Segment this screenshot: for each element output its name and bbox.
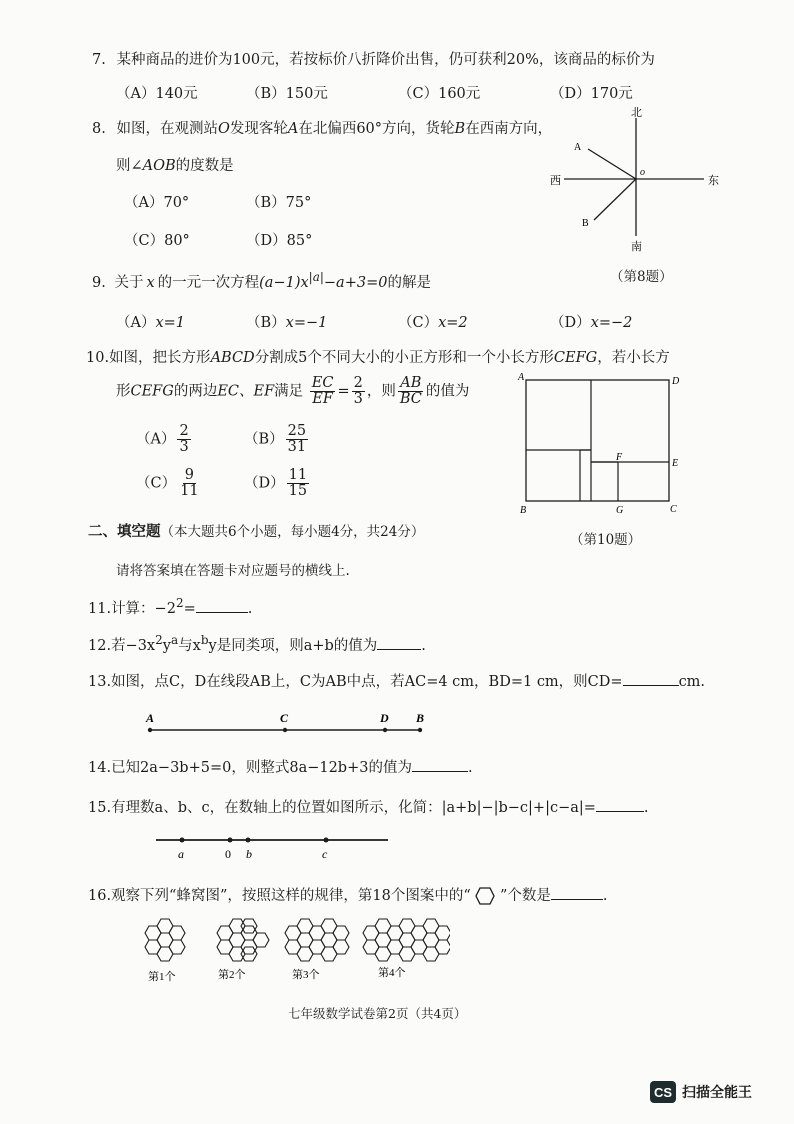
answer-blank[interactable] <box>623 671 679 686</box>
q10-option-a: （A） $\frac{2}{3}$ <box>136 423 189 456</box>
camscanner-logo: CS <box>650 1081 676 1103</box>
question-8: 8. 如图，在观测站O发现客轮A在北偏西60°方向，货轮B在西南方向， <box>92 121 553 137</box>
svg-text:第3个: 第3个 <box>292 969 320 981</box>
fraction-ec-ef: $\frac{EC}{EF}$ <box>311 375 334 408</box>
q7-option-d: （D）170元 <box>550 86 633 102</box>
point-g: G <box>616 505 624 516</box>
question-7: 7. 某种商品的进价为100元，若按标价八折降价出售，仍可获利20%，该商品的标价为 <box>92 52 655 68</box>
question-8-line2: 则∠AOB的度数是 <box>116 158 234 174</box>
section-2-instruction: 请将答案填在答题卡对应题号的横线上. <box>116 563 350 579</box>
q10-caption: （第10题） <box>570 532 642 548</box>
answer-blank[interactable] <box>596 797 644 812</box>
q7-option-c: （C）160元 <box>398 86 481 102</box>
question-15: 15.有理数a、b、c，在数轴上的位置如图所示，化简：|a+b|−|b−c|+|c−a|= . <box>88 796 649 817</box>
question-10-line2: 形CEFG的两边EC、EF满足 $\frac{EC}{EF}$ = $\frac{2}{3}$ ，则 $\frac{AB}{BC}$ 的值为 <box>116 375 470 408</box>
page-footer: 七年级数学试卷第2页（共4页） <box>288 1006 467 1021</box>
point-a <box>180 838 185 843</box>
scanner-watermark <box>650 1081 752 1103</box>
q8-option-d: （D）85° <box>246 233 313 249</box>
q7-option-a: （A）140元 <box>116 86 198 102</box>
ray-ob <box>594 179 636 220</box>
q15-number-line <box>150 828 400 864</box>
point-e: E <box>672 458 679 469</box>
point-zero <box>228 838 233 843</box>
answer-blank[interactable] <box>377 635 421 650</box>
q10-rectangle-figure <box>514 370 690 520</box>
point-c <box>283 728 287 732</box>
point-b <box>418 728 422 732</box>
point-o-label: o <box>640 167 645 178</box>
honeycomb-3 <box>285 919 349 961</box>
svg-text:C: C <box>280 711 289 725</box>
answer-blank[interactable] <box>551 885 603 900</box>
q8-option-b: （B）75° <box>246 195 312 211</box>
question-13: 13.如图，点C，D在线段AB上，C为AB中点，若AC=4 cm，BD=1 cm，则CD= cm. <box>88 670 705 691</box>
q9-option-c: （C）x=2 <box>398 315 468 331</box>
corner-a: A <box>518 372 525 383</box>
svg-text:第1个: 第1个 <box>148 971 176 983</box>
ray-oa <box>588 149 636 179</box>
svg-text:c: c <box>322 847 328 861</box>
svg-text:第4个: 第4个 <box>378 967 406 979</box>
question-16: 16.观察下列“蜂窝图”，按照这样的规律，第18个图案中的“ ”个数是 . <box>88 884 608 905</box>
point-d <box>383 728 387 732</box>
point-b-label: B <box>582 218 589 229</box>
point-f: F <box>616 452 623 463</box>
east-label: 东 <box>708 175 719 187</box>
honeycomb-4 <box>363 919 450 961</box>
point-c <box>324 838 329 843</box>
q10-option-b: （B） $\frac{25}{31}$ <box>244 423 307 456</box>
west-label: 西 <box>550 175 561 187</box>
q7-option-b: （B）150元 <box>246 86 328 102</box>
q9-option-b: （B）x=−1 <box>246 315 328 331</box>
point-b <box>246 838 251 843</box>
section-2-header: 二、填空题（本大题共6个小题，每小题4分，共24分） <box>88 523 425 540</box>
svg-text:0: 0 <box>225 847 231 861</box>
corner-d: D <box>672 376 680 387</box>
question-12: 12.若$-3x^2y^a$与$x^by$是同类项，则a+b的值为 . <box>88 633 426 654</box>
svg-text:第2个: 第2个 <box>218 969 246 981</box>
rectangle-abcd <box>526 380 669 501</box>
question-11: 11.计算：$-2^2=$ . <box>88 596 253 617</box>
q10-option-c: （C） $\frac{9}{11}$ <box>136 467 199 500</box>
svg-text:b: b <box>246 847 252 861</box>
svg-text:a: a <box>178 847 184 861</box>
question-10: 10.如图，把长方形ABCD分割成5个不同大小的小正方形和一个小长方形CEFG，若小长方 <box>86 350 670 366</box>
question-9: 9. 关于 x 的一元一次方程$(a-1)x^{|a|}-a+3=0$的解是 <box>92 270 431 291</box>
corner-c: C <box>670 504 677 515</box>
q8-option-a: （A）70° <box>124 195 190 211</box>
q8-option-c: （C）80° <box>124 233 190 249</box>
q8-caption: （第8题） <box>610 269 673 285</box>
q13-segment-figure <box>140 706 440 736</box>
hexagon-icon <box>475 887 495 905</box>
point-a-label: A <box>574 142 582 153</box>
fraction-two-thirds: $\frac{2}{3}$ <box>353 375 363 408</box>
honeycomb-2 <box>217 919 269 961</box>
svg-text:A: A <box>146 711 155 725</box>
answer-blank[interactable] <box>196 598 248 613</box>
svg-text:D: D <box>380 711 389 725</box>
north-label: 北 <box>631 107 642 119</box>
q10-option-d: （D） $\frac{11}{15}$ <box>244 467 308 500</box>
q9-option-a: （A）x=1 <box>116 315 186 331</box>
south-label: 南 <box>631 241 642 253</box>
question-14: 14.已知2a−3b+5=0，则整式8a−12b+3的值为 . <box>88 756 473 777</box>
q16-honeycomb-figures <box>140 914 450 986</box>
svg-text:B: B <box>416 711 425 725</box>
corner-b: B <box>520 505 527 516</box>
q8-compass-figure <box>540 104 730 254</box>
scanner-name: 扫描全能王 <box>682 1085 752 1101</box>
point-a <box>148 728 152 732</box>
q9-option-d: （D）x=−2 <box>550 315 633 331</box>
fraction-ab-bc: $\frac{AB}{BC}$ <box>399 375 422 408</box>
honeycomb-1 <box>145 919 185 961</box>
answer-blank[interactable] <box>412 757 468 772</box>
